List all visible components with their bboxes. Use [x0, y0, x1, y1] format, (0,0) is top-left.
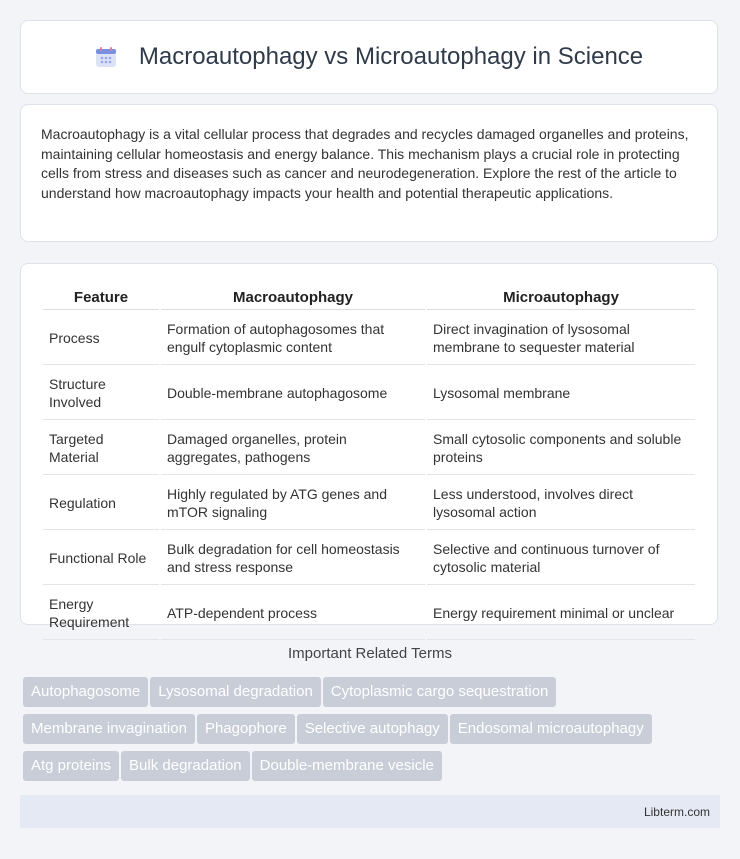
- macro-cell: Damaged organelles, protein aggregates, pathogens: [161, 422, 425, 475]
- related-term-tag[interactable]: Selective autophagy: [297, 714, 448, 744]
- feature-cell: Regulation: [43, 477, 159, 530]
- macro-cell: Bulk degradation for cell homeostasis and stress response: [161, 532, 425, 585]
- table-row: [43, 367, 695, 420]
- page-title: Macroautophagy vs Microautophagy in Science: [138, 43, 644, 70]
- related-term-tag[interactable]: Atg proteins: [23, 751, 119, 781]
- feature-cell: Functional Role: [43, 532, 159, 585]
- table-row: [43, 312, 695, 365]
- related-term-tag[interactable]: Cytoplasmic cargo sequestration: [323, 677, 557, 707]
- micro-cell: Lysosomal membrane: [427, 367, 695, 420]
- macro-cell: Formation of autophagosomes that engulf cytoplasmic content: [161, 312, 425, 365]
- related-term-tag[interactable]: Phagophore: [197, 714, 295, 744]
- comparison-table: [41, 284, 697, 642]
- related-terms-heading: Important Related Terms: [288, 645, 452, 662]
- related-term-tag[interactable]: Double-membrane vesicle: [252, 751, 442, 781]
- related-term-tag[interactable]: Lysosomal degradation: [150, 677, 321, 707]
- comparison-table-card: [20, 263, 718, 630]
- footer-site-link[interactable]: Libterm.com: [643, 804, 710, 819]
- related-term-tag[interactable]: Endosomal microautophagy: [450, 714, 652, 744]
- related-term-tag[interactable]: Autophagosome: [23, 677, 148, 707]
- column-header-microautophagy: Microautophagy: [427, 286, 695, 310]
- macro-cell: Highly regulated by ATG genes and mTOR signaling: [161, 477, 425, 530]
- calendar-icon: [95, 46, 117, 68]
- header-card: [20, 20, 718, 94]
- intro-text: Macroautophagy is a vital cellular process that degrades and recycles damaged organelles and proteins, maintaining cellular homeostasis and energy balance. This mechanism plays a crucial role in protecting cells from stress and diseases such as cancer and neurodegeneration. Explore the rest of the article to understand how macroautophagy impacts your health and potential therapeutic applications.: [41, 126, 689, 201]
- related-terms-list: [23, 677, 723, 788]
- related-term-tag[interactable]: Membrane invagination: [23, 714, 195, 744]
- intro-card: [20, 104, 718, 242]
- footer: [20, 795, 720, 828]
- micro-cell: Less understood, involves direct lysosomal action: [427, 477, 695, 530]
- micro-cell: Selective and continuous turnover of cytosolic material: [427, 532, 695, 585]
- feature-cell: Targeted Material: [43, 422, 159, 475]
- feature-cell: Energy Requirement: [43, 587, 159, 640]
- related-term-tag[interactable]: Bulk degradation: [121, 751, 250, 781]
- table-row: [43, 532, 695, 585]
- micro-cell: Energy requirement minimal or unclear: [427, 587, 695, 640]
- table-row: [43, 587, 695, 640]
- micro-cell: Small cytosolic components and soluble proteins: [427, 422, 695, 475]
- feature-cell: Structure Involved: [43, 367, 159, 420]
- feature-cell: Process: [43, 312, 159, 365]
- macro-cell: ATP-dependent process: [161, 587, 425, 640]
- macro-cell: Double-membrane autophagosome: [161, 367, 425, 420]
- table-row: [43, 477, 695, 530]
- column-header-feature: Feature: [43, 286, 159, 310]
- table-row: [43, 422, 695, 475]
- column-header-macroautophagy: Macroautophagy: [161, 286, 425, 310]
- micro-cell: Direct invagination of lysosomal membrane to sequester material: [427, 312, 695, 365]
